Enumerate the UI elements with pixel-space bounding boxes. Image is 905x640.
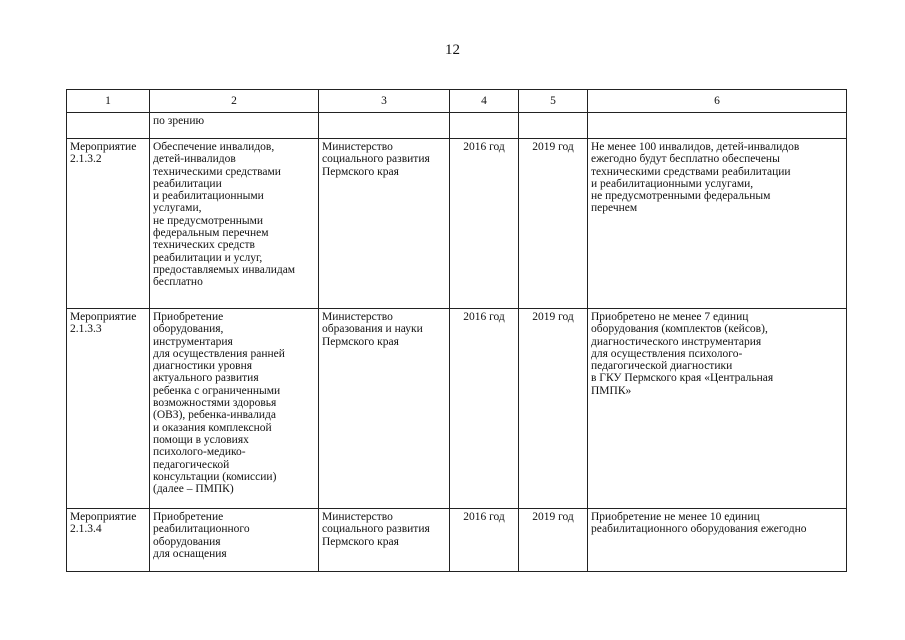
- measure-description: Приобретение оборудования, инструментария для осуществления ранней диагностики уровня актуального развития ребенка с ограниченными возможностями здоровья (ОВЗ), ребенка-инвалида и оказания комплексной помощи в условиях психолого-медико- педагогической консультации (комиссии) (далее – ПМПК): [150, 309, 319, 509]
- header-cell: 2: [150, 90, 319, 113]
- empty-cell: [519, 113, 588, 139]
- measure-start: 2016 год: [450, 309, 519, 509]
- measure-description: Приобретение реабилитационного оборудования для оснащения: [150, 509, 319, 572]
- measure-result: Приобретено не менее 7 единиц оборудования (комплектов (кейсов), диагностического инструментария для осуществления психолого- педагогической диагностики в ГКУ Пермского края «Центральная ПМПК»: [588, 309, 847, 509]
- table-row: [67, 509, 847, 572]
- measure-result: Не менее 100 инвалидов, детей-инвалидов ежегодно будут бесплатно обеспечены техническими средствами реабилитации и реабилитационными услугами, не предусмотренными федеральным перечнем: [588, 139, 847, 309]
- table-row: [67, 139, 847, 309]
- measure-start: 2016 год: [450, 509, 519, 572]
- empty-cell: [450, 113, 519, 139]
- measure-description: Обеспечение инвалидов, детей-инвалидов техническими средствами реабилитации и реабилитационными услугами, не предусмотренными федеральным перечнем технических средств реабилитации и услуг, предоставляемых инвалидам бесплатно: [150, 139, 319, 309]
- measure-start: 2016 год: [450, 139, 519, 309]
- header-cell: 5: [519, 90, 588, 113]
- header-cell: 4: [450, 90, 519, 113]
- empty-cell: [67, 113, 150, 139]
- empty-cell: [588, 113, 847, 139]
- page-number: 12: [445, 42, 460, 58]
- measures-table: [66, 89, 847, 572]
- table-header-row: [67, 90, 847, 113]
- header-cell: 1: [67, 90, 150, 113]
- measure-result: Приобретение не менее 10 единиц реабилитационного оборудования ежегодно: [588, 509, 847, 572]
- measure-id: Мероприятие 2.1.3.2: [67, 139, 150, 309]
- measure-executor: Министерство социального развития Пермского края: [319, 509, 450, 572]
- header-cell: 3: [319, 90, 450, 113]
- header-cell: 6: [588, 90, 847, 113]
- measure-executor: Министерство образования и науки Пермского края: [319, 309, 450, 509]
- measure-executor: Министерство социального развития Пермского края: [319, 139, 450, 309]
- measure-end: 2019 год: [519, 509, 588, 572]
- measure-end: 2019 год: [519, 309, 588, 509]
- measure-id: Мероприятие 2.1.3.3: [67, 309, 150, 509]
- table-row: [67, 309, 847, 509]
- measure-id: Мероприятие 2.1.3.4: [67, 509, 150, 572]
- measure-end: 2019 год: [519, 139, 588, 309]
- continuation-row: [67, 113, 847, 139]
- continuation-description: по зрению: [150, 113, 319, 139]
- empty-cell: [319, 113, 450, 139]
